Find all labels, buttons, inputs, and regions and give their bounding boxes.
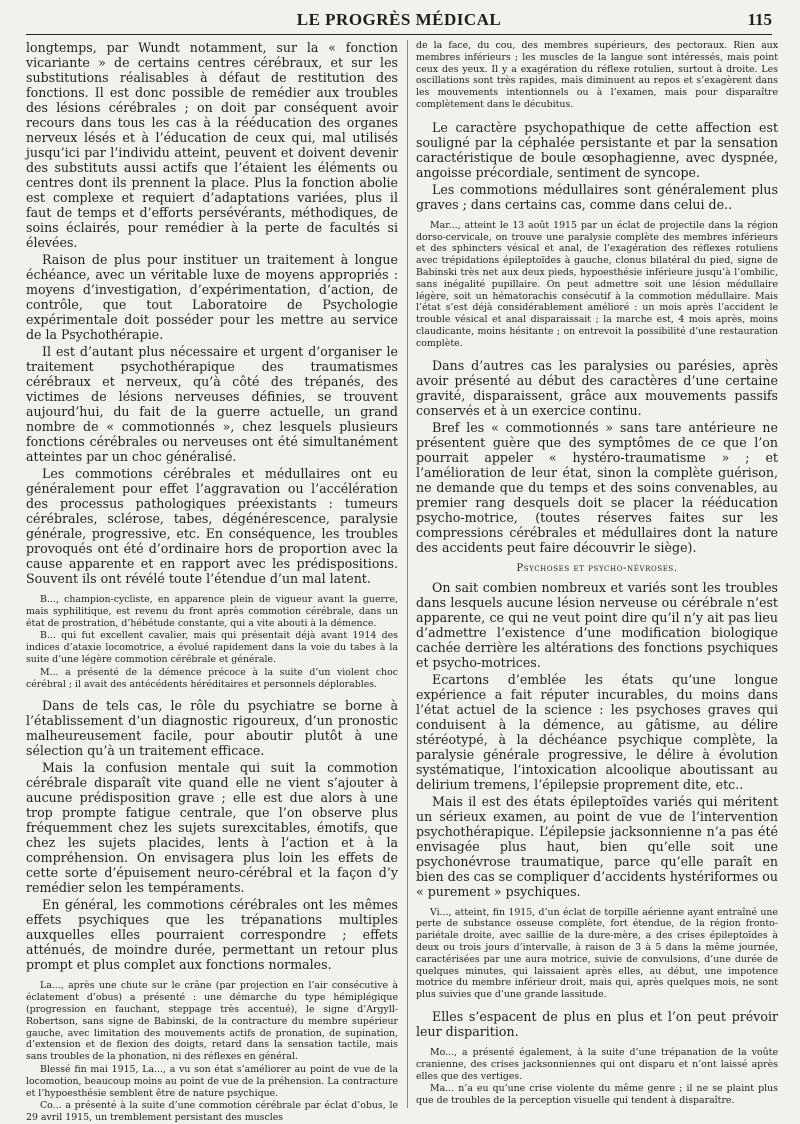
case-report: M... a présenté de la démence précoce à la suite d’un violent choc cérébral ; il avait des antécédents héréditaires et personnels déplorables.	[26, 666, 398, 690]
page-number: 115	[747, 10, 772, 29]
paragraph: Le caractère psychopathique de cette affection est souligné par la céphalée persistante et par la sensation caractéristique de boule œsophagienne, avec dyspnée, angoisse précordiale, sentiment de syncope.	[416, 119, 778, 180]
paragraph: En général, les commotions cérébrales ont les mêmes effets psychiques que les trépanations multiples auxquelles elles pourraient correspondre ; effets atténués, de moindre durée, permettant un retour plus prompt et plus complet aux fonctions normales.	[26, 897, 398, 973]
case-report: Mo..., a présenté également, à la suite d’une trépanation de la voûte cranienne, des crises jacksonniennes qui ont disparu et n’ont laissé après elles que des vertiges.	[416, 1046, 778, 1082]
paragraph: Dans d’autres cas les paralysies ou parésies, après avoir présenté au début des caractères d’une certaine gravité, disparaissent, grâce aux mouvements passifs conservés et à un exercice continu.	[416, 357, 778, 418]
case-report-block	[26, 980, 398, 1124]
case-report-continued: de la face, du cou, des membres supérieurs, des pectoraux. Rien aux membres inférieurs ; les muscles de la langue sont intéressés, mais point ceux des yeux. Il y a exagération du réflexe rotulien, surtout à droite. Les oscillations sont très rapides, mais diminuent au repos et s’exagèrent dans les mouvements intentionnels ou à l’examen, mais pour disparaître complètement dans le décubitus.	[416, 40, 778, 110]
column-separator	[407, 40, 408, 1108]
paragraph: Mais la confusion mentale qui suit la commotion cérébrale disparaît vite quand elle ne vient s’ajouter à aucune prédisposition grave ; elle est due alors à une trop prompte fatigue centrale, que l’on observe plus fréquemment chez les sujets surexcitables, émotifs, que chez les sujets placides, lents à l’action et à la compréhension. On envisagera plus loin les effets de cette sorte d’épuisement neuro-cérébral et la façon d’y remédier selon les tempéraments.	[26, 760, 398, 896]
case-report: Vi..., atteint, fin 1915, d’un éclat de torpille aérienne ayant entraîné une perte de substance osseuse complète, fort étendue, de la région fronto-pariétale droite, avec saillie de la dure-mère, a des crises épileptoïdes à deux ou trois jours d’intervalle, à raison de 3 à 5 dans la même journée, caractérisées par une aura motrice, suivie de convulsions, d’une durée de quelques minutes, qui laissaient après elles, au début, une impotence motrice du membre inférieur droit, mais qui, après quelques mois, ne sont plus suivies que d’une grande lassitude.	[416, 906, 778, 1001]
paragraph: On sait combien nombreux et variés sont les troubles dans lesquels aucune lésion nerveuse ou cérébrale n’est apparente, ce qui ne veut point dire qu’il n’y ait pas lieu d’admettre l’existence d’une modification biologique cachée derrière les altérations des fonctions psychiques et psycho-motrices.	[416, 579, 778, 670]
right-column	[416, 40, 778, 1108]
paragraph: longtemps, par Wundt notamment, sur la « fonction vicariante » de certains centres cérébraux, et sur les substitutions réalisables à défaut de restitution des fonctions. Il est donc possible de remédier aux troubles des lésions cérébrales ; on doit par conséquent avoir recours dans tous les cas à la rééducation des organes nerveux lésés et à l’éducation de ceux qui, mal utilisés jusqu’ici par l’individu atteint, peuvent et doivent devenir des substituts aussi actifs que l’étaient les éléments ou centres dont ils prennent la place. Plus la fonction abolie est complexe et requiert d’adaptations variées, plus il faut de temps et d’efforts persévérants, méthodiques, de soins éclairés, pour remédier à la perte de facultés si élevées.	[26, 40, 398, 250]
paragraph: Mais il est des états épileptoïdes variés qui méritent un sérieux examen, au point de vue de l’intervention psychothérapique. L’épilepsie jacksonnienne n’a pas été envisagée plus haut, bien qu’elle soit une psychonévrose traumatique, parce qu’elle paraît en bien des cas se compliquer d’accidents hystériformes ou « purement » psychiques.	[416, 793, 778, 899]
paragraph: Les commotions médullaires sont généralement plus graves ; dans certains cas, comme dans celui de..	[416, 181, 778, 212]
case-report: Blessé fin mai 1915, La..., a vu son état s’améliorer au point de vue de la locomotion, beaucoup moins au point de vue de la préhension. La contracture et l’hypoesthésie semblent être de nature psychique.	[26, 1063, 398, 1099]
paragraph: Les commotions cérébrales et médullaires ont eu généralement pour effet l’aggravation ou l’accélération des processus pathologiques préexistants : tumeurs cérébrales, sclérose, tabes, dégénérescence, paralysie générale, progressive, etc. En conséquence, les troubles provoqués ont été d’ordinaire hors de proportion avec la cause apparente et en rapport avec les prédispositions. Souvent ils ont révélé toute l’étendue d’un mal latent.	[26, 466, 398, 586]
paragraph: Dans de tels cas, le rôle du psychiatre se borne à l’établissement d’un diagnostic rigoureux, d’un pronostic malheureusement facile, pour aboutir plutôt à une sélection qu’à un traitement efficace.	[26, 698, 398, 759]
case-report: Co... a présenté à la suite d’une commotion cérébrale par éclat d’obus, le 29 avril 1915, un tremblement persistant des muscles	[26, 1100, 398, 1124]
case-report: La..., après une chute sur le crâne (par projection en l’air consécutive à éclatement d’obus) a présenté : une démarche du type hémiplégique (progression en fauchant, steppage très accentué), le signe d’Argyll-Robertson, sans signe de Babinski, de la contracture du membre supérieur gauche, avec limitation des mouvements actifs de pronation, de supination, d’extension et de flexion des doigts, retard dans la sensation tactile, mais sans troubles de la phonation, ni des réflexes en général.	[26, 980, 398, 1063]
paragraph: Elles s’espacent de plus en plus et l’on peut prévoir leur disparition.	[416, 1008, 778, 1039]
paragraph: Il est d’autant plus nécessaire et urgent d’organiser le traitement psychothérapique des traumatismes cérébraux et nerveux, qu’à côté des trépanés, des victimes de lésions nerveuses définies, se trouvent aujourd’hui, du fait de la guerre actuelle, un grand nombre de « commotionnés », chez lesquels plusieurs fonctions cérébrales ou nerveuses ont été simultanément atteintes par un choc généralisé.	[26, 344, 398, 464]
paragraph: Bref les « commotionnés » sans tare antérieure ne présentent guère que des symptômes de ce que l’on pourrait appeler « hystéro-traumatisme » ; et l’amélioration de leur état, sinon la complète guérison, ne demande que du temps et des soins convenables, au premier rang desquels doit se placer la rééducation psycho-motrice, (toutes réserves faites sur les compressions cérébrales et médullaires dont la nature des accidents peut faire découvrir le siège).	[416, 419, 778, 555]
case-report-block	[416, 220, 778, 350]
case-report-block	[416, 1047, 778, 1107]
case-report: B..., champion-cycliste, en apparence plein de vigueur avant la guerre, mais syphilitique, est revenu du front après commotion cérébrale, dans un état de prostration, d’hébétude constante, qui a vite abouti à la démence.	[26, 594, 398, 629]
journal-title: LE PROGRÈS MÉDICAL	[296, 10, 502, 29]
paragraph: Raison de plus pour instituer un traitement à longue échéance, avec un véritable luxe de moyens appropriés : moyens d’investigation, d’expérimentation, d’action, de contrôle, que tout Laboratoire de Psychologie expérimentale doit posséder pour les mettre au service de la Psychothérapie.	[26, 252, 398, 342]
case-report: B... qui fut excellent cavalier, mais qui présentait déjà avant 1914 des indices d’ataxie locomotrice, a évolué rapidement dans la voie du tabes à la suite d’une légère commotion cérébrale et générale.	[26, 630, 398, 665]
left-column	[26, 40, 398, 1124]
case-report: Ma... n’a eu qu’une crise violente du même genre ; il ne se plaint plus que de troubles de la perception visuelle qui tendent à disparaître.	[416, 1083, 778, 1107]
case-report-block	[26, 594, 398, 690]
case-report: Mar..., atteint le 13 août 1915 par un éclat de projectile dans la région dorso-cervicale, on trouve une paralysie complète des membres inférieurs et des sphincters vésical et anal, de l’exagération des réflexes rotuliens avec trépidations épileptoïdes à gauche, clonus bilatéral du pied, signe de Babinski très net aux deux pieds, hypoesthésie inférieure jusqu’à l’ombilic, sans inégalité pupillaire. On peut admettre soit une lésion médullaire légère, soit un hématorachis consécutif à la commotion médullaire. Mais l’état s’est déjà considérablement amélioré : un mois après l’accident le trouble vésical et anal disparaissait ; la marche est, 4 mois après, moins claudicante, moins hésitante ; on entrevoit la possibilité d’une restauration complète.	[416, 219, 778, 349]
paragraph: Ecartons d’emblée les états qu’une longue expérience a fait réputer incurables, du moins dans l’état actuel de la science : les psychoses graves qui conduisent à la démence, au gâtisme, au délire stéréotypé, à la déchéance psychique complète, la paralysie générale progressive, le délire à évolution systématique, l’intoxication alcoolique aboutissant au delirium tremens, l’épilepsie proprement dite, etc..	[416, 671, 778, 792]
case-report-block	[416, 907, 778, 1001]
header-rule	[26, 34, 772, 35]
running-header	[26, 6, 772, 32]
section-heading: Psychoses et psycho-névroses.	[516, 562, 678, 574]
